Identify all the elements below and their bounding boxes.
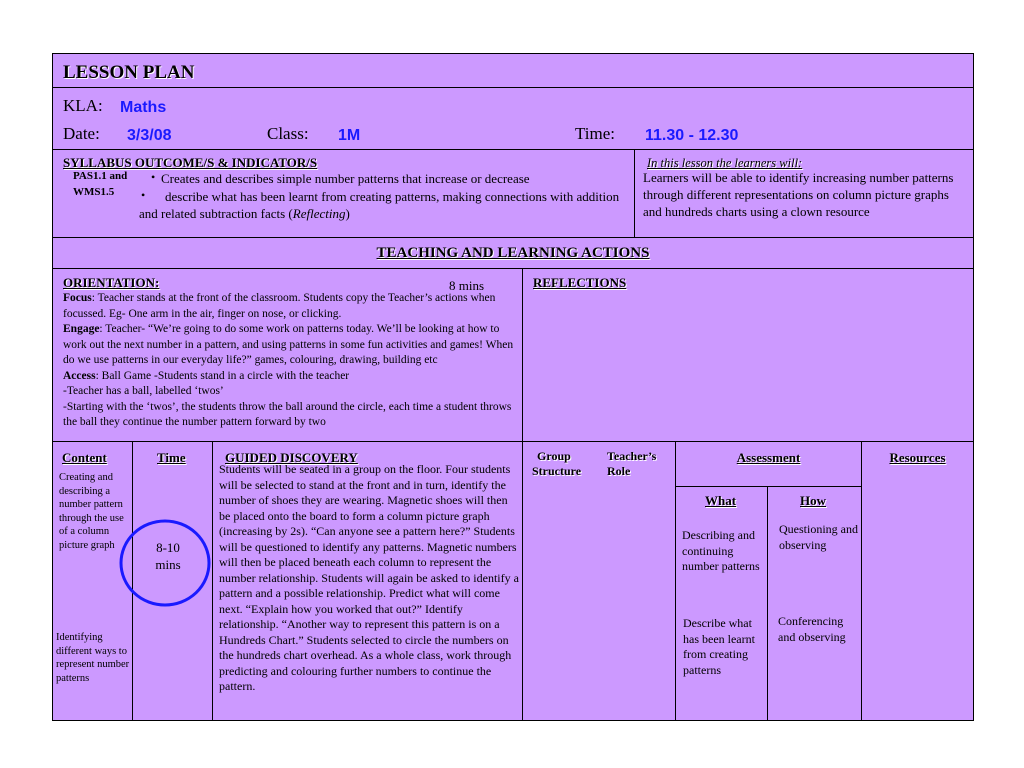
bullet-2-icon: •	[141, 188, 146, 202]
teaching-heading: TEACHING AND LEARNING ACTIONS	[376, 245, 650, 261]
engage-text: Engage: Teacher- “We’re going to do some work on patterns today. We’ll be looking at how to work out the next number in a pattern, and using patterns in some fun activities and games! When do we use patterns in our everyday life?” games, colouring, drawing, building etc	[63, 323, 514, 366]
class-label: Class:	[267, 124, 309, 143]
blue-circle-annotation	[118, 515, 214, 611]
learners-heading: In this lesson the learners will:	[647, 156, 803, 170]
time-label: Time:	[575, 124, 616, 143]
details-row	[52, 87, 974, 150]
orientation-body	[63, 291, 515, 431]
guided-column	[212, 441, 523, 721]
syllabus-section	[52, 149, 635, 238]
reflections-section	[522, 268, 974, 442]
what-how-divider	[767, 486, 768, 721]
kla-label: KLA:	[63, 96, 103, 115]
access-line-1: -Teacher has a ball, labelled ‘twos’	[63, 385, 224, 397]
assessment-how-2: Conferencing and observing	[778, 614, 846, 644]
focus-text: Focus: Teacher stands at the front of the classroom. Students copy the Teacher’s actions when focussed. Eg- One arm in the air, finger on nose, or clicking.	[63, 292, 496, 320]
orientation-section	[52, 268, 523, 442]
time-column-value: 8-10 mins	[155, 540, 181, 572]
content-header: Content	[62, 450, 107, 465]
group-header-1: Group	[537, 449, 571, 463]
group-role-column	[522, 441, 676, 721]
assessment-header: Assessment	[736, 450, 801, 465]
resources-header: Resources	[889, 450, 946, 465]
time-value: 11.30 - 12.30	[645, 127, 739, 144]
what-header: What	[705, 493, 737, 508]
assessment-how-1: Questioning and observing	[779, 522, 858, 552]
bullet-1-icon: •	[151, 170, 156, 184]
date-value: 3/3/08	[127, 127, 172, 144]
orientation-duration: 8 mins	[449, 278, 485, 293]
syllabus-heading: SYLLABUS OUTCOME/S & INDICATOR/S	[63, 155, 318, 170]
assessment-what-2: Describe what has been learnt from creating patterns	[683, 616, 755, 677]
teacher-role-header-1: Teacher’s	[607, 449, 657, 463]
assessment-divider	[675, 486, 862, 487]
resources-column	[861, 441, 974, 721]
page-title: LESSON PLAN	[63, 62, 195, 83]
kla-value: Maths	[120, 99, 167, 116]
assessment-what-1: Describing and continuing number patterns	[682, 528, 760, 573]
guided-text: Students will be seated in a group on the floor. Four students will be selected to stand at the front and in turn, identify the number of shoes they are wearing. Magnetic shoes will then be placed onto the board to form a column picture graph (increasing by 2s). “Can anyone see a pattern here?” Students will be questioned to identify any patterns. Magnetic numbers will then be placed beneath each column to represent the number relationship. Students will again be asked to identify a pattern and a possible relationship. Predict what will come next. “Explain how you worked that out?” Identify relationship. “Another way to represent this pattern is on a Hundreds Chart.” Students selected to circle the numbers on the hundreds chart overhead. As a whole class, work through predicting and colouring further numbers to continue the pattern.	[219, 462, 519, 693]
learners-text: Learners will be able to identify increasing number patterns through different representations on column picture graphs and hundreds charts using a clown resource	[643, 170, 954, 219]
syllabus-code-2: WMS1.5	[73, 186, 115, 198]
content-item-1: Creating and describing a number pattern through the use of a column picture graph	[59, 472, 124, 551]
syllabus-bullet-2: describe what has been learnt from creating patterns, making connections with addition and related subtraction facts (Reflecting)	[139, 189, 620, 221]
group-header-2: Structure	[532, 464, 582, 478]
access-line-2: -Starting with the ‘twos’, the students throw the ball around the circle, each time a student throws the ball they continue the number pattern forward by two	[63, 400, 512, 428]
class-value: 1M	[338, 127, 361, 144]
guided-header: GUIDED DISCOVERY	[225, 450, 358, 465]
title-row	[52, 53, 974, 88]
syllabus-bullet-1: Creates and describes simple number patterns that increase or decrease	[161, 171, 530, 186]
syllabus-code-1: PAS1.1 and	[73, 170, 128, 182]
reflections-heading: REFLECTIONS	[533, 275, 627, 290]
access-text: Access: Ball Game -Students stand in a circle with the teacher	[63, 369, 350, 382]
teacher-role-header-2: Role	[607, 464, 631, 478]
orientation-heading: ORIENTATION:	[63, 275, 160, 290]
learners-section	[634, 149, 974, 238]
content-item-2: Identifying different ways to represent number patterns	[56, 632, 130, 684]
how-header: How	[800, 493, 826, 508]
assessment-column	[675, 441, 862, 721]
date-label: Date:	[63, 124, 100, 143]
time-header: Time	[157, 450, 186, 465]
teaching-heading-row	[52, 237, 974, 269]
